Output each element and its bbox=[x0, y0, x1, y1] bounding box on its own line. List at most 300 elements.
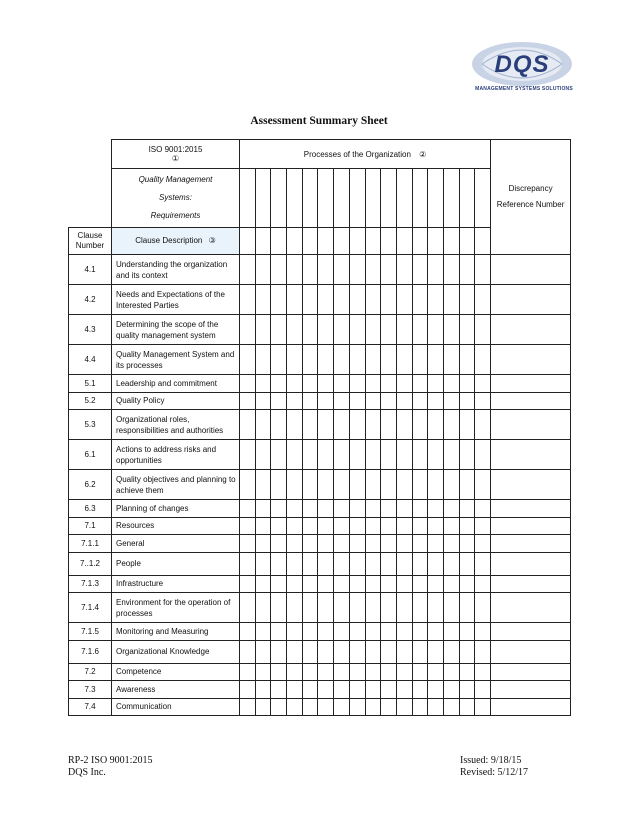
process-cell bbox=[443, 470, 459, 500]
process-cell bbox=[365, 410, 381, 440]
process-cell bbox=[287, 470, 303, 500]
process-cell bbox=[459, 500, 475, 518]
discrepancy-cell bbox=[491, 640, 571, 663]
process-cell bbox=[428, 169, 444, 228]
process-cell bbox=[240, 255, 256, 285]
table-row bbox=[69, 285, 571, 315]
process-cell bbox=[302, 285, 318, 315]
clause-description: Determining the scope of the quality management system bbox=[112, 315, 240, 345]
process-cell bbox=[475, 255, 491, 285]
process-cell bbox=[428, 228, 444, 255]
process-cell bbox=[349, 535, 365, 553]
process-cell bbox=[240, 575, 256, 593]
process-cell bbox=[271, 255, 287, 285]
processes-header bbox=[240, 140, 491, 169]
process-cell bbox=[334, 255, 350, 285]
clause-number: 4.2 bbox=[69, 285, 112, 315]
discrepancy-cell bbox=[491, 500, 571, 518]
process-cell bbox=[240, 375, 256, 393]
clause-description: Needs and Expectations of the Interested Parties bbox=[112, 285, 240, 315]
process-cell bbox=[302, 315, 318, 345]
process-cell bbox=[255, 500, 271, 518]
process-cell bbox=[396, 623, 412, 641]
assessment-table bbox=[68, 139, 571, 716]
process-cell bbox=[318, 500, 334, 518]
clause-description: Monitoring and Measuring bbox=[112, 623, 240, 641]
discrepancy-cell bbox=[491, 575, 571, 593]
process-cell bbox=[240, 623, 256, 641]
process-cell bbox=[349, 169, 365, 228]
process-cell bbox=[412, 552, 428, 575]
process-cell bbox=[255, 410, 271, 440]
process-cell bbox=[381, 470, 397, 500]
discrepancy-header: Discrepancy Reference Number bbox=[491, 140, 571, 255]
iso-mark: ① bbox=[171, 154, 180, 163]
process-cell bbox=[302, 535, 318, 553]
process-cell bbox=[302, 681, 318, 699]
process-cell bbox=[381, 315, 397, 345]
process-cell bbox=[396, 681, 412, 699]
process-cell bbox=[428, 470, 444, 500]
process-cell bbox=[365, 623, 381, 641]
process-cell bbox=[240, 169, 256, 228]
process-cell bbox=[271, 552, 287, 575]
table-row bbox=[69, 255, 571, 285]
process-cell bbox=[412, 681, 428, 699]
process-cell bbox=[302, 593, 318, 623]
process-cell bbox=[443, 681, 459, 699]
process-cell bbox=[365, 698, 381, 716]
table-row bbox=[69, 681, 571, 699]
table-row bbox=[69, 552, 571, 575]
process-cell bbox=[475, 698, 491, 716]
process-cell bbox=[349, 228, 365, 255]
process-cell bbox=[381, 169, 397, 228]
process-cell bbox=[396, 517, 412, 535]
process-cell bbox=[396, 375, 412, 393]
process-cell bbox=[396, 500, 412, 518]
process-cell bbox=[443, 698, 459, 716]
processes-mark: ② bbox=[419, 149, 427, 159]
process-cell bbox=[318, 440, 334, 470]
process-cell bbox=[381, 575, 397, 593]
process-cell bbox=[428, 640, 444, 663]
process-cell bbox=[349, 500, 365, 518]
process-cell bbox=[255, 375, 271, 393]
process-cell bbox=[287, 552, 303, 575]
table-row bbox=[69, 440, 571, 470]
process-cell bbox=[271, 698, 287, 716]
process-cell bbox=[287, 345, 303, 375]
process-cell bbox=[318, 681, 334, 699]
footer-left bbox=[68, 755, 152, 779]
discrepancy-cell bbox=[491, 285, 571, 315]
process-cell bbox=[443, 500, 459, 518]
process-cell bbox=[396, 228, 412, 255]
process-cell bbox=[334, 575, 350, 593]
footer-company: DQS Inc. bbox=[68, 767, 106, 778]
clause-number: 7.3 bbox=[69, 681, 112, 699]
process-cell bbox=[318, 663, 334, 681]
process-cell bbox=[428, 517, 444, 535]
clause-number: 7.1.3 bbox=[69, 575, 112, 593]
process-cell bbox=[365, 517, 381, 535]
process-cell bbox=[334, 470, 350, 500]
process-cell bbox=[381, 500, 397, 518]
process-cell bbox=[459, 375, 475, 393]
process-cell bbox=[443, 517, 459, 535]
process-cell bbox=[287, 392, 303, 410]
clause-number: 7.4 bbox=[69, 698, 112, 716]
process-cell bbox=[334, 663, 350, 681]
process-cell bbox=[334, 698, 350, 716]
process-cell bbox=[365, 345, 381, 375]
process-cell bbox=[240, 345, 256, 375]
process-cell bbox=[396, 663, 412, 681]
process-cell bbox=[365, 285, 381, 315]
process-cell bbox=[271, 681, 287, 699]
process-cell bbox=[396, 698, 412, 716]
process-cell bbox=[459, 535, 475, 553]
clause-description-header bbox=[112, 228, 240, 255]
process-cell bbox=[412, 640, 428, 663]
process-cell bbox=[428, 623, 444, 641]
table-row bbox=[69, 315, 571, 345]
table-row bbox=[69, 698, 571, 716]
process-cell bbox=[381, 681, 397, 699]
process-cell bbox=[428, 593, 444, 623]
process-cell bbox=[428, 255, 444, 285]
process-cell bbox=[302, 663, 318, 681]
process-cell bbox=[412, 392, 428, 410]
process-cell bbox=[381, 663, 397, 681]
process-cell bbox=[443, 593, 459, 623]
clause-description: Awareness bbox=[112, 681, 240, 699]
process-cell bbox=[412, 663, 428, 681]
process-cell bbox=[302, 623, 318, 641]
process-cell bbox=[287, 315, 303, 345]
footer-right bbox=[460, 755, 528, 779]
clause-description-label: Clause Description bbox=[135, 236, 203, 245]
process-cell bbox=[396, 345, 412, 375]
process-cell bbox=[412, 500, 428, 518]
process-cell bbox=[459, 681, 475, 699]
clause-number: 7.1.5 bbox=[69, 623, 112, 641]
process-cell bbox=[428, 575, 444, 593]
process-cell bbox=[271, 440, 287, 470]
process-cell bbox=[381, 375, 397, 393]
clause-number: 5.3 bbox=[69, 410, 112, 440]
discrepancy-cell bbox=[491, 392, 571, 410]
process-cell bbox=[412, 375, 428, 393]
process-cell bbox=[255, 535, 271, 553]
process-cell bbox=[271, 375, 287, 393]
process-cell bbox=[255, 663, 271, 681]
qms-title bbox=[112, 169, 240, 228]
process-cell bbox=[255, 640, 271, 663]
process-cell bbox=[475, 228, 491, 255]
process-cell bbox=[302, 640, 318, 663]
clause-number: 7.1.1 bbox=[69, 535, 112, 553]
process-cell bbox=[459, 345, 475, 375]
process-cell bbox=[349, 623, 365, 641]
process-cell bbox=[475, 500, 491, 518]
process-cell bbox=[365, 392, 381, 410]
process-cell bbox=[443, 392, 459, 410]
process-cell bbox=[318, 375, 334, 393]
discrepancy-cell bbox=[491, 535, 571, 553]
process-cell bbox=[349, 470, 365, 500]
process-cell bbox=[443, 663, 459, 681]
process-cell bbox=[443, 575, 459, 593]
process-cell bbox=[365, 552, 381, 575]
discrepancy-cell bbox=[491, 345, 571, 375]
process-cell bbox=[287, 535, 303, 553]
process-cell bbox=[240, 552, 256, 575]
process-cell bbox=[334, 440, 350, 470]
process-cell bbox=[381, 517, 397, 535]
clause-description: Infrastructure bbox=[112, 575, 240, 593]
process-cell bbox=[396, 255, 412, 285]
process-cell bbox=[365, 315, 381, 345]
process-cell bbox=[271, 315, 287, 345]
process-cell bbox=[271, 345, 287, 375]
process-cell bbox=[475, 681, 491, 699]
clause-description: Leadership and commitment bbox=[112, 375, 240, 393]
process-cell bbox=[459, 440, 475, 470]
process-cell bbox=[271, 470, 287, 500]
process-cell bbox=[287, 440, 303, 470]
process-cell bbox=[255, 517, 271, 535]
process-cell bbox=[349, 552, 365, 575]
process-cell bbox=[255, 392, 271, 410]
process-cell bbox=[443, 285, 459, 315]
table-row bbox=[69, 392, 571, 410]
process-cell bbox=[287, 640, 303, 663]
process-cell bbox=[396, 575, 412, 593]
process-cell bbox=[475, 517, 491, 535]
process-cell bbox=[381, 552, 397, 575]
process-cell bbox=[365, 575, 381, 593]
process-cell bbox=[271, 169, 287, 228]
process-cell bbox=[240, 640, 256, 663]
process-cell bbox=[255, 681, 271, 699]
process-cell bbox=[412, 698, 428, 716]
discrepancy-cell bbox=[491, 517, 571, 535]
process-cell bbox=[459, 470, 475, 500]
process-cell bbox=[459, 640, 475, 663]
process-cell bbox=[412, 285, 428, 315]
process-cell bbox=[318, 315, 334, 345]
clause-description: People bbox=[112, 552, 240, 575]
process-cell bbox=[240, 535, 256, 553]
process-cell bbox=[475, 375, 491, 393]
process-cell bbox=[475, 470, 491, 500]
process-cell bbox=[302, 470, 318, 500]
process-cell bbox=[443, 410, 459, 440]
process-cell bbox=[318, 698, 334, 716]
process-cell bbox=[240, 410, 256, 440]
process-cell bbox=[412, 345, 428, 375]
process-cell bbox=[412, 440, 428, 470]
process-cell bbox=[396, 315, 412, 345]
process-cell bbox=[381, 228, 397, 255]
process-cell bbox=[302, 575, 318, 593]
process-cell bbox=[428, 410, 444, 440]
process-cell bbox=[349, 517, 365, 535]
process-cell bbox=[287, 255, 303, 285]
process-cell bbox=[428, 315, 444, 345]
process-cell bbox=[459, 575, 475, 593]
process-cell bbox=[428, 500, 444, 518]
discrepancy-cell bbox=[491, 470, 571, 500]
process-cell bbox=[412, 470, 428, 500]
process-cell bbox=[271, 392, 287, 410]
process-cell bbox=[349, 410, 365, 440]
process-cell bbox=[365, 169, 381, 228]
process-cell bbox=[349, 392, 365, 410]
clause-number: 6.3 bbox=[69, 500, 112, 518]
process-cell bbox=[475, 535, 491, 553]
qms-line-2: Systems: bbox=[159, 193, 192, 202]
process-cell bbox=[318, 640, 334, 663]
process-cell bbox=[334, 500, 350, 518]
process-cell bbox=[381, 345, 397, 375]
process-cell bbox=[443, 440, 459, 470]
process-cell bbox=[459, 698, 475, 716]
clause-description-mark: ③ bbox=[208, 236, 216, 245]
process-cell bbox=[412, 169, 428, 228]
process-cell bbox=[302, 228, 318, 255]
process-cell bbox=[475, 392, 491, 410]
footer-revised: Revised: 5/12/17 bbox=[460, 767, 529, 778]
clause-description: Resources bbox=[112, 517, 240, 535]
table-row bbox=[69, 535, 571, 553]
process-cell bbox=[365, 535, 381, 553]
process-cell bbox=[396, 593, 412, 623]
process-cell bbox=[349, 593, 365, 623]
clause-number: 5.2 bbox=[69, 392, 112, 410]
clause-number: 6.1 bbox=[69, 440, 112, 470]
process-cell bbox=[459, 169, 475, 228]
processes-label: Processes of the Organization bbox=[303, 149, 411, 159]
process-cell bbox=[381, 410, 397, 440]
process-cell bbox=[255, 552, 271, 575]
process-cell bbox=[302, 345, 318, 375]
process-cell bbox=[334, 410, 350, 440]
clause-number: 4.1 bbox=[69, 255, 112, 285]
process-cell bbox=[302, 410, 318, 440]
process-cell bbox=[365, 593, 381, 623]
process-cell bbox=[255, 593, 271, 623]
footer-doc: RP-2 ISO 9001:2015 bbox=[68, 755, 153, 766]
process-cell bbox=[334, 517, 350, 535]
process-cell bbox=[365, 663, 381, 681]
process-cell bbox=[381, 593, 397, 623]
process-cell bbox=[459, 228, 475, 255]
process-cell bbox=[365, 440, 381, 470]
discrepancy-cell bbox=[491, 623, 571, 641]
clause-number: 7..1.2 bbox=[69, 552, 112, 575]
process-cell bbox=[287, 410, 303, 440]
process-cell bbox=[240, 285, 256, 315]
table-row bbox=[69, 575, 571, 593]
process-cell bbox=[459, 255, 475, 285]
process-cell bbox=[349, 285, 365, 315]
process-cell bbox=[443, 623, 459, 641]
process-cell bbox=[240, 392, 256, 410]
process-cell bbox=[302, 552, 318, 575]
process-cell bbox=[287, 375, 303, 393]
clause-description: Actions to address risks and opportunities bbox=[112, 440, 240, 470]
process-cell bbox=[475, 623, 491, 641]
process-cell bbox=[240, 593, 256, 623]
process-cell bbox=[302, 375, 318, 393]
process-cell bbox=[396, 552, 412, 575]
iso-label: ISO 9001:2015 bbox=[148, 145, 203, 154]
process-cell bbox=[302, 517, 318, 535]
process-cell bbox=[287, 623, 303, 641]
process-cell bbox=[287, 500, 303, 518]
process-cell bbox=[271, 500, 287, 518]
discrepancy-cell bbox=[491, 681, 571, 699]
process-cell bbox=[412, 623, 428, 641]
discrepancy-cell bbox=[491, 663, 571, 681]
process-cell bbox=[318, 169, 334, 228]
process-cell bbox=[459, 410, 475, 440]
clause-number: 7.1.4 bbox=[69, 593, 112, 623]
process-cell bbox=[271, 575, 287, 593]
process-cell bbox=[240, 663, 256, 681]
process-cell bbox=[459, 552, 475, 575]
process-cell bbox=[240, 315, 256, 345]
process-cell bbox=[443, 640, 459, 663]
process-cell bbox=[334, 392, 350, 410]
process-cell bbox=[443, 169, 459, 228]
process-cell bbox=[271, 410, 287, 440]
process-cell bbox=[381, 535, 397, 553]
clause-description: Quality Management System and its processes bbox=[112, 345, 240, 375]
process-cell bbox=[255, 623, 271, 641]
process-cell bbox=[349, 640, 365, 663]
process-cell bbox=[240, 500, 256, 518]
process-cell bbox=[412, 410, 428, 440]
clause-description: Competence bbox=[112, 663, 240, 681]
process-cell bbox=[334, 681, 350, 699]
iso-header bbox=[112, 140, 240, 169]
clause-description: Quality objectives and planning to achieve them bbox=[112, 470, 240, 500]
clause-description: Organizational Knowledge bbox=[112, 640, 240, 663]
process-cell bbox=[428, 535, 444, 553]
process-cell bbox=[475, 315, 491, 345]
process-cell bbox=[302, 500, 318, 518]
process-cell bbox=[334, 535, 350, 553]
clause-description: Environment for the operation of processes bbox=[112, 593, 240, 623]
process-cell bbox=[349, 681, 365, 699]
process-cell bbox=[271, 285, 287, 315]
discrepancy-cell bbox=[491, 552, 571, 575]
table-row bbox=[69, 663, 571, 681]
process-cell bbox=[459, 663, 475, 681]
process-cell bbox=[443, 345, 459, 375]
process-cell bbox=[412, 535, 428, 553]
process-cell bbox=[475, 345, 491, 375]
process-cell bbox=[287, 285, 303, 315]
process-cell bbox=[412, 575, 428, 593]
process-cell bbox=[349, 345, 365, 375]
process-cell bbox=[381, 285, 397, 315]
discrepancy-cell bbox=[491, 410, 571, 440]
